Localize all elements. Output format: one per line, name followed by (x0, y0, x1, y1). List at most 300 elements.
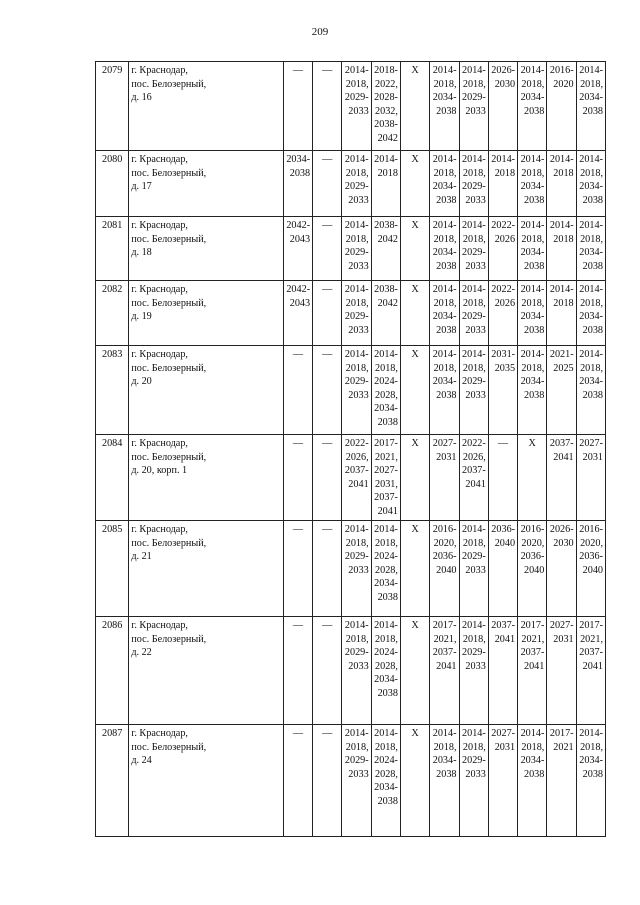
cell-line: 2025 (553, 362, 574, 374)
cell-line: 2022- (462, 438, 486, 449)
cell-line: 2020, (521, 537, 545, 549)
cell-line: 2018, (462, 167, 486, 179)
year-range-cell (576, 725, 605, 837)
cell-line: 2038 (377, 591, 398, 603)
cell-line: 2038 (582, 105, 603, 117)
cell-line: 2018, (580, 167, 603, 179)
cell-line: 2037- (520, 647, 545, 659)
year-range-cell (430, 725, 459, 837)
cell-line: 2014- (549, 154, 574, 165)
cell-line: 2034- (579, 92, 603, 104)
year-range-cell (576, 617, 605, 725)
cell-line: 2014- (579, 284, 603, 295)
cell-line: 2038 (523, 324, 545, 336)
cell-line: 2018, (375, 633, 398, 645)
year-range-cell (459, 617, 488, 725)
cell-line: 2017- (374, 438, 398, 449)
year-range-cell (430, 62, 459, 151)
cell-line: — (322, 220, 333, 231)
cell-line: 2032, (375, 105, 398, 117)
year-range-cell (430, 151, 459, 217)
cell-line: — (497, 438, 509, 449)
dash-cell (313, 62, 342, 151)
cell-line: 2033 (348, 660, 369, 672)
table-row (96, 62, 606, 151)
cell-line: 2029- (344, 92, 369, 104)
cell-line: 2014- (462, 524, 486, 535)
cell-line: — (292, 524, 304, 535)
cell-line: 2028, (375, 768, 398, 780)
cell-line: 2033 (465, 564, 486, 576)
cell-line: 2041 (377, 505, 398, 517)
address-line: пос. Белозерный, (131, 362, 207, 374)
cell-line: 2033 (465, 260, 486, 272)
address-line: д. 20 (131, 376, 152, 388)
cell-line: 2018, (462, 362, 486, 374)
address-cell (129, 435, 284, 521)
cell-line: 2018, (580, 362, 603, 374)
cell-line: 2031- (491, 349, 516, 360)
cell-line: 2034- (432, 92, 457, 104)
cell-line: X (528, 438, 536, 449)
cell-line: 2029- (344, 551, 369, 563)
cell-line: 2017- (549, 728, 574, 739)
cell-line: 2014- (579, 154, 603, 165)
cell-line: — (292, 728, 304, 739)
year-range-cell (488, 217, 517, 281)
year-range-cell (342, 521, 371, 617)
cell-line: 2034- (374, 403, 398, 415)
cell-line: 2040 (494, 537, 516, 549)
address-line: д. 24 (131, 755, 152, 767)
cell-line: 2038 (523, 105, 545, 117)
dash-cell (313, 217, 342, 281)
cell-line: 2018, (521, 362, 545, 374)
cell-line: 2016- (549, 65, 574, 76)
cell-line: 2029- (344, 647, 369, 659)
cell-line: 2014- (549, 220, 574, 231)
year-range-cell (283, 151, 312, 217)
cell-line: 2027- (374, 465, 398, 477)
cell-line: 2033 (348, 260, 369, 272)
cell-line: 2014- (491, 154, 516, 165)
year-range-cell (518, 725, 547, 837)
cell-line: 2014- (432, 154, 457, 165)
address-line: пос. Белозерный, (131, 537, 207, 549)
cell-line: 2014- (579, 349, 603, 360)
cell-line: 2020 (553, 78, 574, 90)
cell-line: 2036- (432, 551, 457, 563)
year-range-cell (576, 62, 605, 151)
cell-line: 2014- (374, 728, 398, 739)
cell-line: 2018 (553, 297, 574, 309)
address-line: пос. Белозерный, (131, 78, 207, 90)
cell-line: 2018 (553, 167, 574, 179)
cell-line: 2033 (465, 105, 486, 117)
year-range-cell (283, 281, 312, 346)
cell-line: 2014- (520, 220, 545, 231)
cell-line: 2041 (582, 660, 603, 672)
cell-line: 2034- (286, 154, 311, 165)
year-range-cell (518, 521, 547, 617)
cell-line: 2014- (520, 349, 545, 360)
cell-line: 2036- (579, 551, 603, 563)
cell-line: 2036- (520, 551, 545, 563)
cell-line: 2017- (520, 620, 545, 631)
cell-line: 2018, (521, 741, 545, 753)
cell-line: 2038 (289, 167, 311, 179)
cell-line: 2026- (491, 65, 516, 76)
mark-cell (400, 217, 429, 281)
cell-line: 2018, (345, 741, 369, 753)
cell-line: 2018, (433, 78, 457, 90)
address-line: г. Краснодар, (131, 65, 188, 76)
year-range-cell (342, 151, 371, 217)
cell-line: 2021- (549, 349, 574, 360)
year-range-cell (459, 346, 488, 435)
address-cell (129, 151, 284, 217)
cell-line: 2018, (433, 233, 457, 245)
dash-cell (488, 435, 517, 521)
cell-line: 2034- (520, 755, 545, 767)
cell-line: 2024- (374, 551, 398, 563)
cell-line: 2033 (348, 768, 369, 780)
cell-line: — (322, 154, 333, 165)
year-range-cell (488, 151, 517, 217)
dash-cell (283, 346, 312, 435)
cell-line: 2043 (289, 233, 311, 245)
cell-line: 2018, (345, 167, 369, 179)
year-range-cell (371, 62, 400, 151)
cell-line: 2029- (462, 647, 486, 659)
year-range-cell (371, 617, 400, 725)
cell-line: — (322, 524, 333, 535)
cell-line: 2018, (345, 297, 369, 309)
cell-line: 2014- (344, 524, 369, 535)
cell-line: 2034- (432, 311, 457, 323)
table-row (96, 346, 606, 435)
cell-line: 2029- (462, 92, 486, 104)
cell-line: 2026 (494, 297, 516, 309)
cell-line: 2017- (579, 620, 603, 631)
cell-line: 2034- (374, 674, 398, 686)
cell-line: 2040 (436, 564, 457, 576)
mark-cell (400, 435, 429, 521)
cell-line: 2034- (432, 755, 457, 767)
address-line: пос. Белозерный, (131, 167, 207, 179)
address-line: г. Краснодар, (131, 524, 188, 535)
cell-line: 2033 (348, 564, 369, 576)
cell-line: 2034- (520, 311, 545, 323)
cell-line: 2033 (465, 389, 486, 401)
year-range-cell (342, 217, 371, 281)
cell-line: 2031, (375, 478, 398, 490)
dash-cell (283, 725, 312, 837)
address-cell (129, 617, 284, 725)
dash-cell (313, 617, 342, 725)
cell-line: 2038 (523, 260, 545, 272)
cell-line: 2034- (374, 578, 398, 590)
cell-line: 2038 (523, 389, 545, 401)
year-range-cell (547, 62, 576, 151)
year-range-cell (547, 725, 576, 837)
cell-line: 2041 (348, 478, 369, 490)
cell-line: 2021, (521, 633, 545, 645)
cell-line: 2027- (432, 438, 457, 449)
cell-line: 2014- (344, 154, 369, 165)
cell-line: 2040 (523, 564, 545, 576)
year-range-cell (371, 435, 400, 521)
cell-line: 2018, (375, 741, 398, 753)
address-line: пос. Белозерный, (131, 451, 207, 463)
year-range-cell (459, 151, 488, 217)
address-line: д. 22 (131, 647, 152, 659)
cell-line: 2018, (580, 78, 603, 90)
cell-line: 2018 (553, 233, 574, 245)
cell-line: 2022- (344, 438, 369, 449)
cell-line: 2038- (374, 220, 398, 231)
cell-line: X (411, 284, 419, 295)
year-range-cell (518, 346, 547, 435)
cell-line: 2029- (462, 551, 486, 563)
cell-line: — (322, 438, 333, 449)
address-cell (129, 346, 284, 435)
year-range-cell (518, 617, 547, 725)
year-range-cell (430, 217, 459, 281)
cell-line: 2029- (462, 755, 486, 767)
cell-line: 2034- (579, 247, 603, 259)
cell-line: 2041 (553, 451, 574, 463)
cell-line: 2035 (494, 362, 516, 374)
dash-cell (313, 281, 342, 346)
cell-line: X (411, 620, 419, 631)
year-range-cell (518, 62, 547, 151)
year-range-cell (547, 281, 576, 346)
cell-line: 2037- (374, 492, 398, 504)
year-range-cell (459, 725, 488, 837)
cell-line: 2024- (374, 647, 398, 659)
cell-line: 2038 (377, 416, 398, 428)
cell-line: 2016- (520, 524, 545, 535)
cell-line: 2037- (462, 465, 486, 477)
year-range-cell (342, 281, 371, 346)
cell-line: 2031 (582, 451, 603, 463)
cell-line: 2027- (549, 620, 574, 631)
cell-line: X (411, 220, 419, 231)
cell-line: 2029- (462, 311, 486, 323)
cell-line: — (322, 349, 333, 360)
cell-line: 2014- (462, 284, 486, 295)
cell-line: 2038 (436, 105, 457, 117)
year-range-cell (576, 435, 605, 521)
dash-cell (313, 435, 342, 521)
year-range-cell (342, 435, 371, 521)
year-range-cell (430, 281, 459, 346)
cell-line: 2018, (433, 741, 457, 753)
cell-line: — (322, 728, 333, 739)
address-line: д. 20, корп. 1 (131, 465, 188, 477)
cell-line: 2038 (377, 795, 398, 807)
address-line: д. 17 (131, 181, 152, 193)
cell-line: X (411, 154, 419, 165)
cell-line: 2038 (436, 768, 457, 780)
address-cell (129, 281, 284, 346)
address-line: г. Краснодар, (131, 284, 188, 295)
cell-line: 2018, (521, 78, 545, 90)
year-range-cell (576, 521, 605, 617)
cell-line: 2024- (374, 755, 398, 767)
cell-line: 2037- (579, 647, 603, 659)
cell-line: X (411, 728, 419, 739)
cell-line: 2021, (375, 451, 398, 463)
cell-line: 2018, (521, 233, 545, 245)
table-row (96, 725, 606, 837)
address-line: г. Краснодар, (131, 349, 188, 360)
year-range-cell (488, 725, 517, 837)
cell-line: 2038 (582, 324, 603, 336)
cell-line: 2033 (348, 389, 369, 401)
cell-line: 2038 (436, 194, 457, 206)
year-range-cell (547, 217, 576, 281)
cell-line: 2038 (582, 768, 603, 780)
cell-line: 2037- (491, 620, 516, 631)
cell-line: 2016- (579, 524, 603, 535)
address-line: г. Краснодар, (131, 728, 188, 739)
cell-line: 2028, (375, 660, 398, 672)
cell-line: 2038- (374, 284, 398, 295)
address-line: пос. Белозерный, (131, 297, 207, 309)
cell-line: 2034- (374, 782, 398, 794)
cell-line: 2022- (491, 284, 516, 295)
cell-line: 2034- (520, 247, 545, 259)
cell-line: 2018, (433, 297, 457, 309)
cell-line: 2042 (377, 132, 398, 144)
cell-line: 2018, (462, 633, 486, 645)
dash-cell (313, 521, 342, 617)
cell-line: 2018, (345, 233, 369, 245)
cell-line: 2042- (286, 284, 311, 295)
cell-line: 2014- (432, 728, 457, 739)
cell-line: 2028, (375, 389, 398, 401)
year-range-cell (371, 217, 400, 281)
address-line: г. Краснодар, (131, 220, 188, 231)
cell-line: 2038 (377, 687, 398, 699)
cell-line: 2029- (344, 376, 369, 388)
cell-line: 2031 (494, 741, 516, 753)
cell-line: 2020, (433, 537, 457, 549)
dash-cell (283, 62, 312, 151)
year-range-cell (576, 346, 605, 435)
cell-line: 2034- (432, 247, 457, 259)
mark-cell (400, 617, 429, 725)
cell-line: 2018, (462, 233, 486, 245)
year-range-cell (430, 521, 459, 617)
cell-line: 2014- (344, 620, 369, 631)
cell-line: 2014- (520, 65, 545, 76)
cell-line: 2014- (579, 65, 603, 76)
page-number: 209 (311, 26, 329, 38)
cell-line: 2038 (582, 389, 603, 401)
cell-line: 2028, (375, 564, 398, 576)
cell-line: 2014- (520, 284, 545, 295)
year-range-cell (576, 281, 605, 346)
cell-line: 2037- (432, 647, 457, 659)
cell-line: 2031 (436, 451, 457, 463)
mark-cell (400, 725, 429, 837)
cell-line: 2014- (374, 524, 398, 535)
cell-line: 2029- (344, 755, 369, 767)
year-range-cell (342, 725, 371, 837)
cell-line: 2038 (436, 260, 457, 272)
cell-line: 2038 (523, 194, 545, 206)
cell-line: 2014- (462, 728, 486, 739)
address-line: пос. Белозерный, (131, 233, 207, 245)
cell-line: 2030 (553, 537, 574, 549)
cell-line: 2041 (523, 660, 545, 672)
cell-line: X (411, 65, 419, 76)
cell-line: 2018, (462, 297, 486, 309)
cell-line: 2033 (348, 194, 369, 206)
cell-line: 2014- (344, 349, 369, 360)
cell-line: 2034- (579, 311, 603, 323)
cell-line: 2033 (465, 194, 486, 206)
cell-line: 2041 (494, 633, 516, 645)
cell-line: — (322, 620, 333, 631)
cell-line: 2031 (553, 633, 574, 645)
cell-line: 2029- (462, 247, 486, 259)
address-line: пос. Белозерный, (131, 633, 207, 645)
cell-line: 2018, (580, 233, 603, 245)
cell-line: 2021, (580, 633, 603, 645)
cell-line: 2017- (432, 620, 457, 631)
cell-line: 2029- (462, 181, 486, 193)
cell-line: 2014- (432, 284, 457, 295)
cell-line: — (322, 284, 333, 295)
cell-line: 2020, (580, 537, 603, 549)
cell-line: 2018, (345, 537, 369, 549)
cell-line: 2029- (344, 181, 369, 193)
cell-line: 2018, (375, 537, 398, 549)
cell-line: 2018- (374, 65, 398, 76)
cell-line: 2026- (549, 524, 574, 535)
cell-line: 2014- (344, 284, 369, 295)
mark-cell (400, 281, 429, 346)
address-line: г. Краснодар, (131, 438, 188, 449)
year-range-cell (518, 217, 547, 281)
row-number: 2086 (96, 617, 129, 725)
cell-line: 2014- (374, 349, 398, 360)
row-number: 2085 (96, 521, 129, 617)
cell-line: 2042- (286, 220, 311, 231)
cell-line: 2033 (348, 324, 369, 336)
year-range-cell (371, 151, 400, 217)
year-range-cell (518, 151, 547, 217)
year-range-cell (371, 521, 400, 617)
address-line: г. Краснодар, (131, 620, 188, 631)
cell-line: 2018, (462, 78, 486, 90)
address-cell (129, 725, 284, 837)
cell-line: 2033 (465, 768, 486, 780)
row-number: 2081 (96, 217, 129, 281)
address-cell (129, 217, 284, 281)
year-range-cell (488, 62, 517, 151)
cell-line: 2014- (462, 65, 486, 76)
cell-line: 2041 (436, 660, 457, 672)
dash-cell (283, 435, 312, 521)
cell-line: 2034- (579, 755, 603, 767)
mark-cell (400, 151, 429, 217)
cell-line: 2029- (462, 376, 486, 388)
